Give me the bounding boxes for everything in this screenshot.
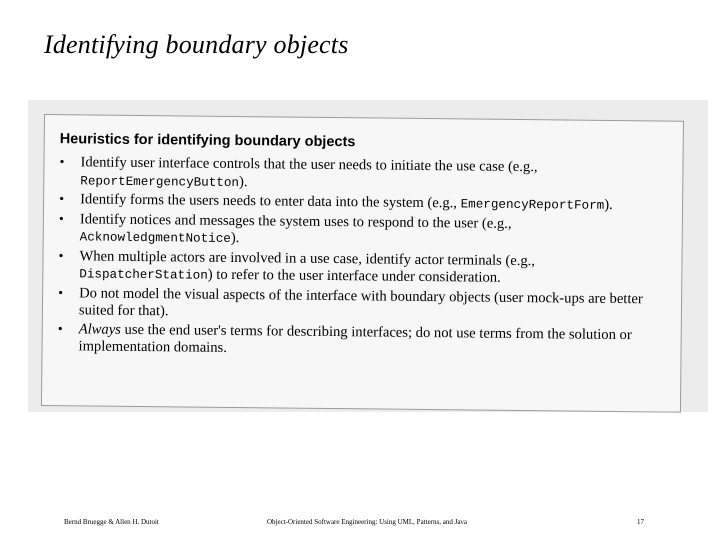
bullet-text: use the end user's terms for describing interfaces; do not use terms from the solution or implementation domains. — [78, 321, 632, 356]
bullet-text: Do not model the visual aspects of the interface with boundary objects (user mock-ups are better suited for that). — [78, 284, 643, 320]
bullet-text: ) to refer to the user interface under consideration. — [207, 266, 501, 286]
heuristics-heading: Heuristics for identifying boundary objects — [59, 131, 356, 151]
list-item — [57, 248, 667, 290]
list-item — [58, 154, 668, 196]
list-item — [57, 285, 667, 326]
bullet-text: Identify forms the users needs to enter data into the system (e.g., — [80, 191, 461, 212]
bullet-icon: • — [59, 192, 65, 208]
bullet-icon: • — [58, 285, 64, 301]
bullet-code: ReportEmergencyButton — [80, 173, 240, 190]
slide-title: Identifying boundary objects — [44, 30, 349, 59]
bullet-code: EmergencyReportForm — [460, 197, 605, 213]
heuristics-list — [56, 154, 668, 362]
bullet-text: ). — [230, 229, 240, 247]
bullet-icon: • — [58, 248, 64, 264]
bullet-icon: • — [58, 211, 64, 227]
bullet-code: DispatcherStation — [79, 267, 208, 283]
footer-book-title: Object-Oriented Software Engineering: Using UML, Patterns, and Java — [267, 518, 468, 526]
bullet-emphasis: Always — [78, 320, 122, 338]
bullet-text: Identify notices and messages the system uses to respond to the user (e.g., — [79, 210, 512, 232]
footer-page-number: 17 — [637, 518, 644, 526]
list-item — [58, 211, 668, 253]
scanned-figure — [28, 100, 708, 412]
heuristics-box — [41, 114, 684, 413]
list-item — [56, 321, 666, 362]
footer-authors: Bernd Bruegge & Allen H. Dutoit — [64, 518, 159, 526]
bullet-code: AcknowledgmentNotice — [79, 230, 231, 246]
bullet-text: Identify user interface controls that the user needs to initiate the use case (e.g., — [80, 154, 538, 176]
bullet-icon: • — [57, 321, 63, 337]
bullet-text: ). — [238, 173, 248, 190]
bullet-text: ). — [604, 196, 613, 213]
bullet-text: When multiple actors are involved in a use case, identify actor terminals (e.g., — [79, 247, 536, 269]
bullet-icon: • — [59, 155, 65, 171]
